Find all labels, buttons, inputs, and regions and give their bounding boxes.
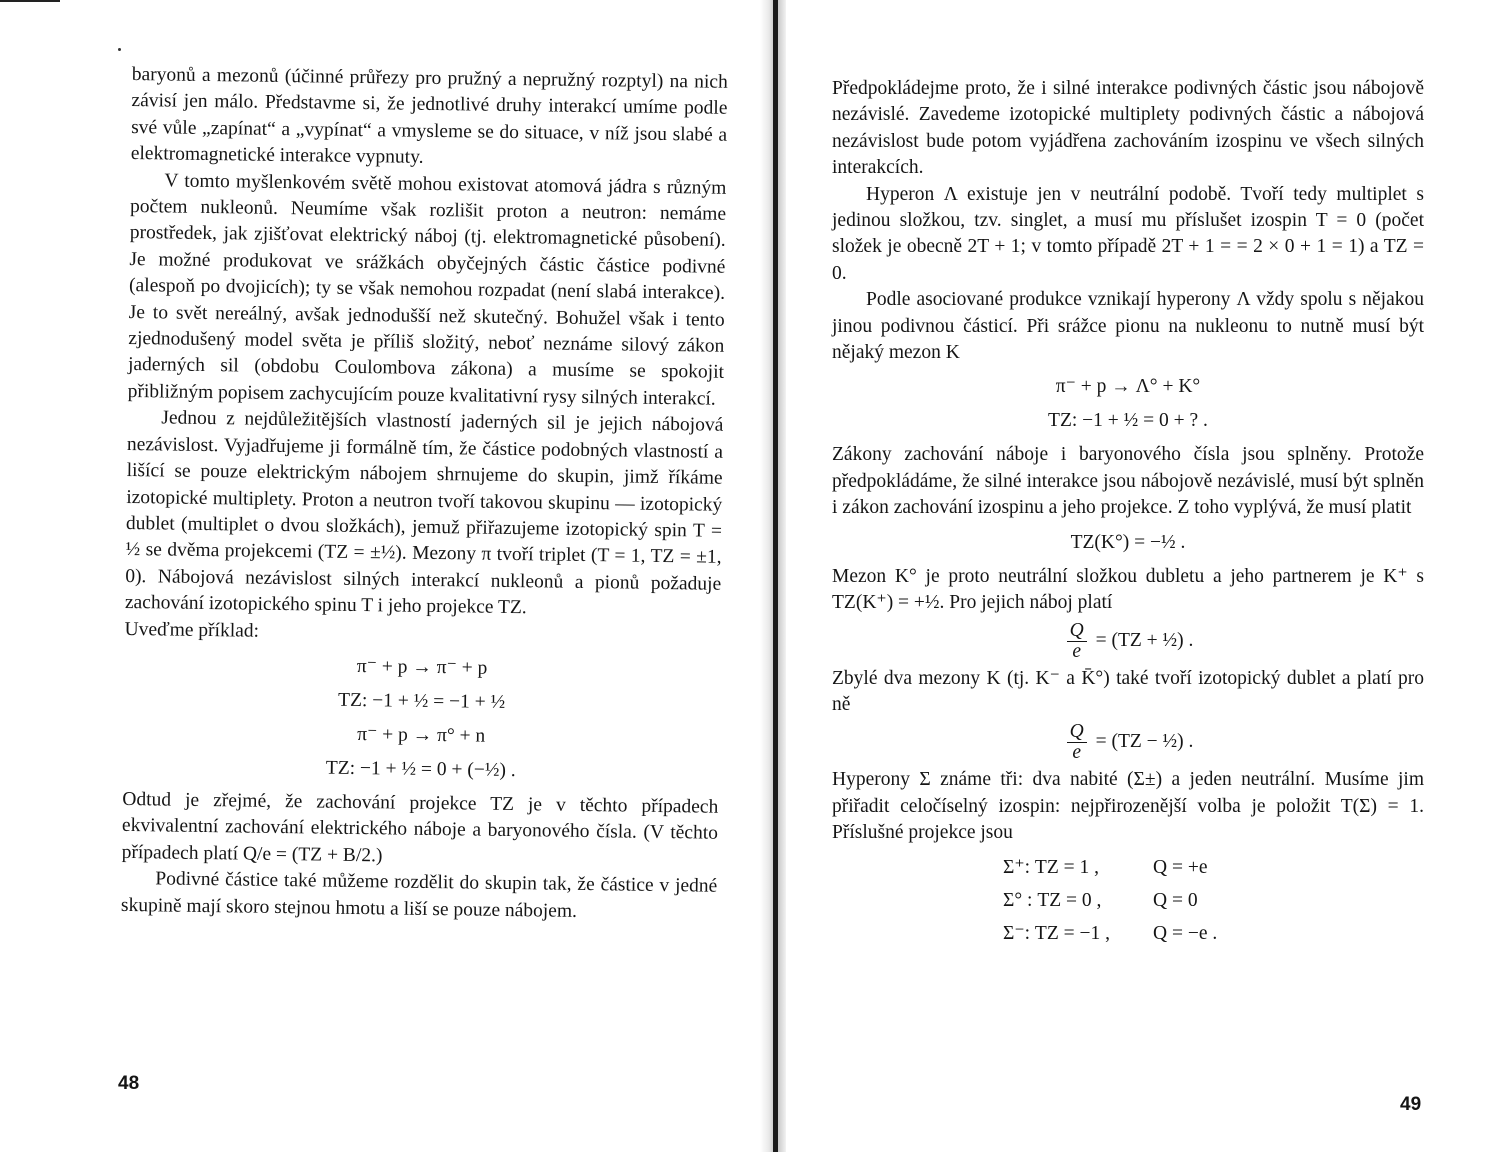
right-page-text (832, 76, 1424, 954)
fraction (1067, 722, 1087, 763)
paragraph: Předpokládejme proto, že i silné interakce podivných částic jsou nábojově nezávislé. Zavedeme izotopické multiplety podivných částic a nábojová nezávislost bude potom vyjádřena zachováním izospinu ve všech silných interakcích. (832, 78, 1424, 179)
equation-block (832, 621, 1424, 662)
fraction-denominator: e (1072, 640, 1081, 662)
paragraph: Zbylé dva mezony K (tj. K⁻ a K̄°) také tvoří izotopický dublet a platí pro ně (832, 667, 1424, 715)
table-cell: Q = 0 (1153, 889, 1198, 911)
equation: = (TZ + ½) . (1095, 629, 1194, 651)
paragraph: Jednou z nejdůležitějších vlastností jaderných sil je jejich nábojová nezávislost. Vyjadřujeme ji formálně tím, že částice podobných vlastností a lišící se pouze elektrickým nábojem shrnujeme do skupin, jimž říkáme izotopické multiplety. Proton a neutron tvoří takovou skupinu — izotopický dublet (multiplet o dvou složkách), jemuž přiřazujeme izotopický spin T = ½ se dvěma projekcemi (TZ = ±½). Mezony π tvoří triplet (T = 1, TZ = ±1, 0). Nábojová nezávislost silných interakcí nukleonů a pionů požaduje zachování izotopického spinu T i jeho projekce TZ. (124, 407, 724, 619)
equation: π⁻ + p → π° + n (357, 723, 486, 747)
table-cell: Σ⁻: TZ = −1 , (1003, 922, 1111, 944)
equation-block (832, 722, 1424, 763)
paragraph: Uveďme příklad: (124, 618, 260, 642)
fraction-numerator: Q (1067, 621, 1087, 642)
equation: π⁻ + p → π⁻ + p (356, 655, 488, 679)
paragraph: baryonů a mezonů (účinné průřezy pro pružný a nepružný rozptyl) na nich závisí jen málo. Představme si, že jednotlivé druhy interakcí umíme podle své vůle „zapínat“ a „vypínat“ a vmysleme se do situace, v níž jsou slabé a elektromagnetické interakce vypnuty. (130, 63, 728, 169)
equation: TZ: −1 + ½ = 0 + (−½) . (325, 757, 516, 782)
sigma-projection-table (832, 851, 1424, 950)
fraction-numerator: Q (1067, 722, 1087, 743)
left-page-text (121, 62, 728, 927)
page-number: 49 (1400, 1094, 1422, 1115)
fraction-denominator: e (1072, 742, 1081, 764)
page-number: 48 (118, 1073, 140, 1094)
paragraph: Hyperon Λ existuje jen v neutrální podobě. Tvoří tedy multiplet s jedinou složkou, tzv. singlet, a musí mu příslušet izospin T = 0 (počet složek je obecně 2T + 1; v tomto případě 2T + 1 = = 2 × 0 + 1 = 1) a TZ = 0. (832, 183, 1424, 284)
table-row (832, 851, 1424, 884)
book-spine-shadow (773, 0, 778, 1152)
paragraph: Podle asociované produkce vznikají hyperony Λ vždy spolu s nějakou jinou podivnou částicí. Při srážce pionu na nukleonu to nutně musí být nějaký mezon K (832, 289, 1424, 364)
equation: TZ(K°) = −½ . (1070, 531, 1186, 553)
table-cell: Σ⁺: TZ = 1 , (1003, 856, 1100, 878)
paragraph: Podivné částice také můžeme rozdělit do skupin tak, že částice v jedné skupině mají skoro stejnou hmotu a liší se pouze nábojem. (120, 868, 718, 922)
table-row (832, 884, 1424, 917)
equation-block (832, 370, 1424, 438)
equation: = (TZ − ½) . (1095, 731, 1194, 753)
paragraph: Hyperony Σ známe tři: dva nabité (Σ±) a jeden neutrální. Musíme jim přiřadit celočíselný izospin: nejpřirozenější volba je položit T(Σ) = 1. Příslušné projekce jsou (832, 769, 1424, 844)
paragraph: Mezon K° je proto neutrální složkou dubletu a jeho partnerem je K⁺ s TZ(K⁺) = +½. Pro jejich náboj platí (832, 565, 1424, 614)
paragraph: V tomto myšlenkovém světě mohou existovat atomová jádra s různým počtem nukleonů. Neumíme však rozlišit proton a neutron: nemáme prostředek, jak zjišťovat elektrický náboj (tj. elektromagnetické působení). Je možné produkovat ve srážkách obyčejných částic částice podivné (alespoň po dvojicích); ty se však nemohou rozpadat (není slabá interakce). Je to svět nereálný, avšak jednodušší než skutečný. Bohužel však i tento zjednodušený model světa je příliš složitý, neboť neznáme silový zákon jaderných sil (obdobu Coulombova zákona) a musíme se spokojit přibližným popisem zachycujícím pouze kvalitativní rysy silných interakcí. (127, 170, 727, 410)
equation-block (832, 526, 1424, 560)
table-cell: Q = −e . (1153, 922, 1218, 944)
equation: π⁻ + p → Λ° + K° (1055, 376, 1201, 398)
fraction (1067, 621, 1087, 662)
equation: TZ: −1 + ½ = −1 + ½ (337, 689, 506, 713)
equation-block (123, 647, 721, 791)
table-row (832, 917, 1424, 950)
right-page (786, 0, 1506, 1152)
equation: TZ: −1 + ½ = 0 + ? . (1048, 410, 1208, 432)
paragraph: Odtud je zřejmé, že zachování projekce TZ je v těchto případech ekvivalentní zachování elektrického náboje a baryonového čísla. (V těchto případech platí Q/e = (TZ + B/2.) (121, 788, 719, 867)
table-cell: Σ° : TZ = 0 , (1003, 889, 1102, 911)
paragraph: Zákony zachování náboje i baryonového čísla jsou splněny. Protože předpokládáme, že silné interakce jsou nábojově nezávislé, musí být splněn i zákon zachování izospinu a jeho projekce. Z toho vyplývá, že musí platit (832, 444, 1424, 519)
table-cell: Q = +e (1153, 856, 1208, 878)
